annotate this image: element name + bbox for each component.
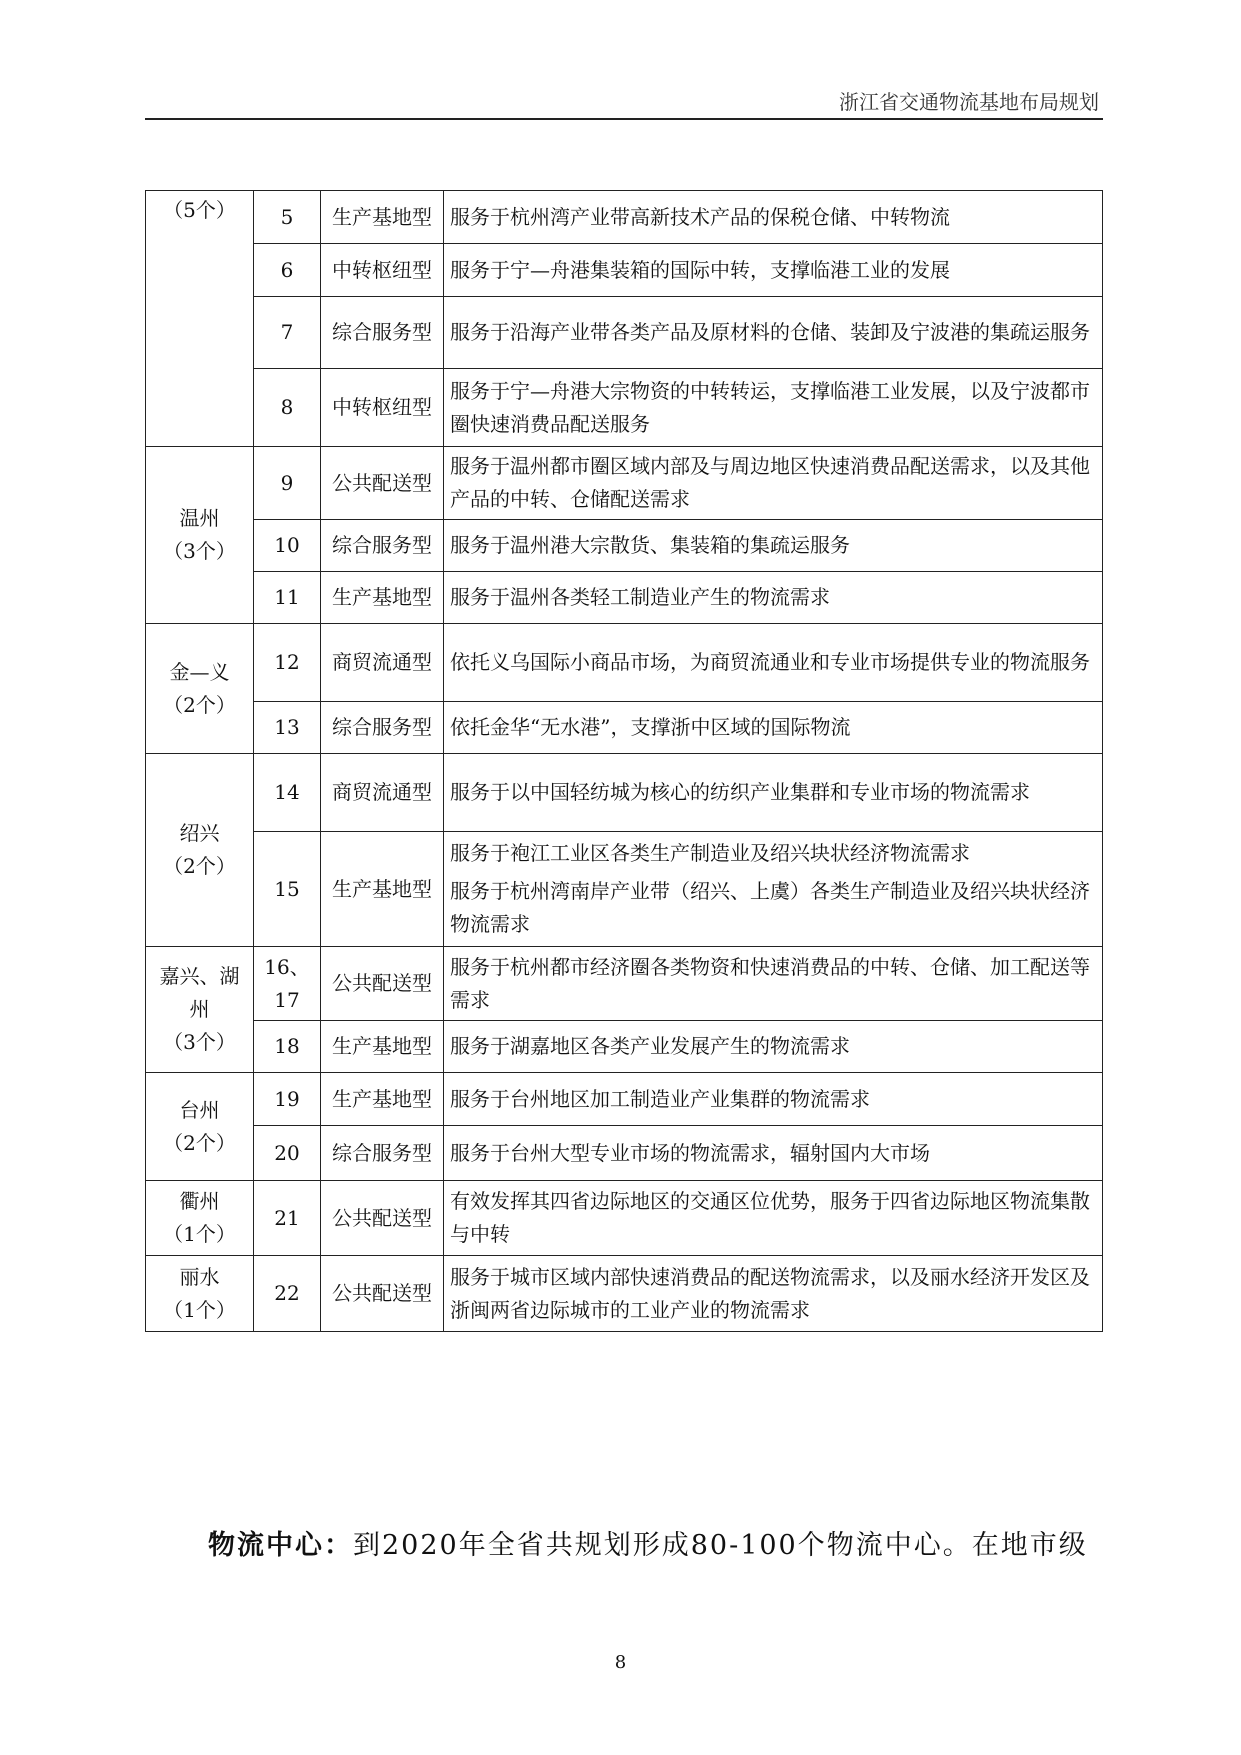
base-type-cell: 综合服务型 <box>321 702 444 754</box>
base-type-cell: 生产基地型 <box>321 832 444 947</box>
description-text: 依托金华“无水港”，支撑浙中区域的国际物流 <box>450 715 851 739</box>
region-count: （2个） <box>163 692 236 717</box>
function-description-cell <box>444 1021 1103 1073</box>
region-count: （3个） <box>163 539 236 563</box>
description-text: 服务于以中国轻纺城为核心的纺织产业集群和专业市场的物流需求 <box>450 780 1030 804</box>
table-row <box>146 297 1103 369</box>
description-text: 服务于湖嘉地区各类产业发展产生的物流需求 <box>450 1034 850 1058</box>
region-count: （3个） <box>163 1030 236 1054</box>
description-text: 服务于杭州都市经济圈各类物资和快速消费品的中转、仓储、加工配送等需求 <box>450 954 1090 1012</box>
region-name: 丽水 <box>179 1264 220 1289</box>
function-description-cell <box>444 624 1103 702</box>
function-description-cell <box>444 947 1103 1021</box>
region-name: 衢州 <box>179 1189 220 1213</box>
description-text: 服务于杭州湾南岸产业带（绍兴、上虞）各类生产制造业及绍兴块状经济物流需求 <box>450 879 1090 936</box>
base-number-cell: 14 <box>254 754 321 832</box>
table-row <box>146 447 1103 520</box>
base-type-cell: 生产基地型 <box>321 1021 444 1073</box>
description-text: 服务于温州各类轻工制造业产生的物流需求 <box>450 585 830 609</box>
base-number-cell: 18 <box>254 1021 321 1073</box>
region-cell <box>146 624 254 754</box>
base-type-cell: 公共配送型 <box>321 947 444 1021</box>
region-name: 金—义 <box>169 659 230 684</box>
body-paragraph <box>208 1523 1108 1562</box>
base-number-cell: 6 <box>254 244 321 297</box>
table-row <box>146 1021 1103 1073</box>
page-number: 8 <box>614 1652 627 1673</box>
description-text: 服务于台州地区加工制造业产业集群的物流需求 <box>450 1086 870 1111</box>
table-row <box>146 947 1103 1021</box>
function-description-cell <box>444 1181 1103 1256</box>
paragraph-lead: 物流中心： <box>208 1530 353 1561</box>
table-row <box>146 702 1103 754</box>
description-text: 依托义乌国际小商品市场，为商贸流通业和专业市场提供专业的物流服务 <box>450 650 1090 674</box>
table-row <box>146 369 1103 447</box>
region-name: 嘉兴、湖州 <box>159 964 240 1021</box>
function-description-cell <box>444 297 1103 369</box>
region-name: 绍兴 <box>179 821 220 845</box>
base-type-cell: 生产基地型 <box>321 1073 444 1126</box>
base-number-cell: 13 <box>254 702 321 754</box>
description-text: 服务于温州港大宗散货、集装箱的集疏运服务 <box>450 533 850 557</box>
paragraph-text: 到2020年全省共规划形成80-100个物流中心。在地市级 <box>353 1530 1088 1561</box>
region-cell <box>146 754 254 947</box>
description-text: 服务于宁—舟港大宗物资的中转转运，支撑临港工业发展，以及宁波都市圈快速消费品配送服务 <box>450 378 1090 436</box>
base-type-cell: 商贸流通型 <box>321 754 444 832</box>
base-type-cell: 中转枢纽型 <box>321 369 444 447</box>
region-cell <box>146 1256 254 1332</box>
function-description-cell <box>444 447 1103 520</box>
base-type-cell: 公共配送型 <box>321 1256 444 1332</box>
description-text: 有效发挥其四省边际地区的交通区位优势，服务于四省边际地区物流集散与中转 <box>450 1189 1090 1246</box>
table-row <box>146 624 1103 702</box>
base-type-cell: 综合服务型 <box>321 297 444 369</box>
region-cell <box>146 947 254 1073</box>
table-row <box>146 1073 1103 1126</box>
description-text: 服务于袍江工业区各类生产制造业及绍兴块状经济物流需求 <box>450 841 970 865</box>
base-type-cell: 综合服务型 <box>321 1126 444 1181</box>
base-number-cell: 15 <box>254 832 321 947</box>
region-cell <box>146 191 254 447</box>
region-count: （2个） <box>163 854 236 878</box>
table-body <box>146 191 1103 1332</box>
function-description-cell <box>444 754 1103 832</box>
base-number-cell: 19 <box>254 1073 321 1126</box>
base-number-cell: 8 <box>254 369 321 447</box>
base-number-cell: 20 <box>254 1126 321 1181</box>
function-description-cell <box>444 572 1103 624</box>
table-row <box>146 1256 1103 1332</box>
logistics-base-table <box>145 190 1103 1332</box>
function-description-cell <box>444 191 1103 244</box>
region-count: （5个） <box>163 198 236 222</box>
function-description-cell <box>444 244 1103 297</box>
description-text: 服务于沿海产业带各类产品及原材料的仓储、装卸及宁波港的集疏运服务 <box>450 320 1090 344</box>
base-number-cell: 5 <box>254 191 321 244</box>
base-number-cell: 7 <box>254 297 321 369</box>
region-cell <box>146 1073 254 1181</box>
document-title: 浙江省交通物流基地布局规划 <box>839 90 1099 114</box>
function-description-cell <box>444 1256 1103 1332</box>
table-row <box>146 832 1103 947</box>
description-text: 服务于城市区域内部快速消费品的配送物流需求，以及丽水经济开发区及浙闽两省边际城市的工业产业的物流需求 <box>450 1264 1090 1322</box>
description-text: 服务于杭州湾产业带高新技术产品的保税仓储、中转物流 <box>450 204 950 229</box>
base-number-cell: 16、17 <box>254 947 321 1021</box>
table-row <box>146 1181 1103 1256</box>
table-row <box>146 1126 1103 1181</box>
table-row <box>146 754 1103 832</box>
function-description-cell <box>444 520 1103 572</box>
base-type-cell: 公共配送型 <box>321 447 444 520</box>
function-description-cell <box>444 832 1103 947</box>
base-type-cell: 综合服务型 <box>321 520 444 572</box>
region-count: （2个） <box>163 1130 236 1155</box>
base-type-cell: 公共配送型 <box>321 1181 444 1256</box>
base-type-cell: 商贸流通型 <box>321 624 444 702</box>
table-row <box>146 244 1103 297</box>
region-cell <box>146 447 254 624</box>
base-number-cell: 12 <box>254 624 321 702</box>
base-type-cell: 中转枢纽型 <box>321 244 444 297</box>
page-header <box>145 84 1103 120</box>
base-number-cell: 11 <box>254 572 321 624</box>
table-row <box>146 520 1103 572</box>
function-description-cell <box>444 1073 1103 1126</box>
base-number-cell: 22 <box>254 1256 321 1332</box>
base-type-cell: 生产基地型 <box>321 191 444 244</box>
base-number-cell: 10 <box>254 520 321 572</box>
base-number-cell: 9 <box>254 447 321 520</box>
description-text: 服务于温州都市圈区域内部及与周边地区快速消费品配送需求，以及其他产品的中转、仓储配送需求 <box>450 454 1090 511</box>
region-count: （1个） <box>163 1222 236 1246</box>
region-cell <box>146 1181 254 1256</box>
table-row <box>146 191 1103 244</box>
function-description-cell <box>444 369 1103 447</box>
description-text: 服务于台州大型专业市场的物流需求，辐射国内大市场 <box>450 1140 930 1165</box>
base-number-cell: 21 <box>254 1181 321 1256</box>
table-row <box>146 572 1103 624</box>
region-name: 台州 <box>179 1097 220 1122</box>
base-type-cell: 生产基地型 <box>321 572 444 624</box>
function-description-cell <box>444 702 1103 754</box>
description-text: 服务于宁—舟港集装箱的国际中转，支撑临港工业的发展 <box>450 257 950 282</box>
function-description-cell <box>444 1126 1103 1181</box>
region-count: （1个） <box>163 1297 236 1322</box>
region-name: 温州 <box>179 506 220 530</box>
